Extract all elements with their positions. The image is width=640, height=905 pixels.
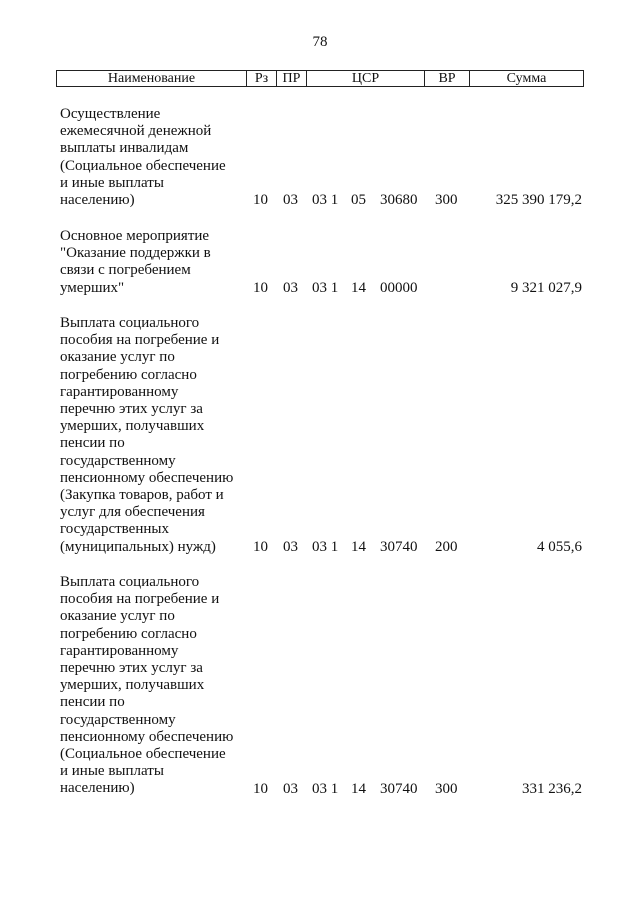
row-csr-direction: 30680 <box>380 192 418 208</box>
table-header <box>56 70 584 87</box>
row-csr-program: 03 1 <box>312 539 339 555</box>
row-rz: 10 <box>253 192 268 208</box>
row-csr-event: 05 <box>351 192 366 208</box>
page-number: 78 <box>312 34 328 50</box>
row-csr-direction: 30740 <box>380 539 418 555</box>
row-csr-program: 03 1 <box>312 280 339 296</box>
row-sum: 9 321 027,9 <box>510 280 582 296</box>
row-csr-direction: 30740 <box>380 781 418 797</box>
row-pr: 03 <box>283 280 298 296</box>
header-vr: ВР <box>425 71 470 86</box>
row-csr-event: 14 <box>351 539 366 555</box>
header-csr: ЦСР <box>307 71 425 86</box>
table-row <box>60 315 584 557</box>
row-name: Основное мероприятие "Оказание поддержки в связи с погребением умерших" <box>60 228 211 296</box>
header-rz: Рз <box>247 71 277 86</box>
row-rz: 10 <box>253 781 268 797</box>
row-pr: 03 <box>283 192 298 208</box>
row-vr: 200 <box>435 539 458 555</box>
header-sum: Сумма <box>506 71 547 86</box>
row-name: Выплата социального пособия на погребение и оказание услуг по погребению согласно гарантированному перечню этих услуг за умерших, получавших пенсии по государственному пенсионному обеспечению (Закупка товаров, работ и услуг для обеспечения государственных (муниципальных) нужд) <box>60 315 234 555</box>
row-sum: 331 236,2 <box>522 781 582 797</box>
table-row <box>60 106 584 210</box>
table-row <box>60 228 584 298</box>
header-pr: ПР <box>277 71 307 86</box>
header-name: Наименование <box>57 71 247 86</box>
row-vr: 300 <box>435 781 458 797</box>
row-sum: 325 390 179,2 <box>495 192 582 208</box>
row-csr-event: 14 <box>351 280 366 296</box>
row-name: Выплата социального пособия на погребение и оказание услуг по погребению согласно гарантированному перечню этих услуг за умерших, получавших пенсии по государственному пенсионному обеспечению (Социальное обеспечение и иные выплаты населению) <box>60 574 234 797</box>
row-csr-program: 03 1 <box>312 192 339 208</box>
row-rz: 10 <box>253 280 268 296</box>
row-pr: 03 <box>283 539 298 555</box>
row-sum: 4 055,6 <box>537 539 582 555</box>
row-csr-program: 03 1 <box>312 781 339 797</box>
row-vr: 300 <box>435 192 458 208</box>
table-row <box>60 574 584 799</box>
row-pr: 03 <box>283 781 298 797</box>
row-csr-event: 14 <box>351 781 366 797</box>
row-csr-direction: 00000 <box>380 280 418 296</box>
row-name: Осуществление ежемесячной денежной выплаты инвалидам (Социальное обеспечение и иные выплаты населению) <box>60 106 226 209</box>
row-rz: 10 <box>253 539 268 555</box>
